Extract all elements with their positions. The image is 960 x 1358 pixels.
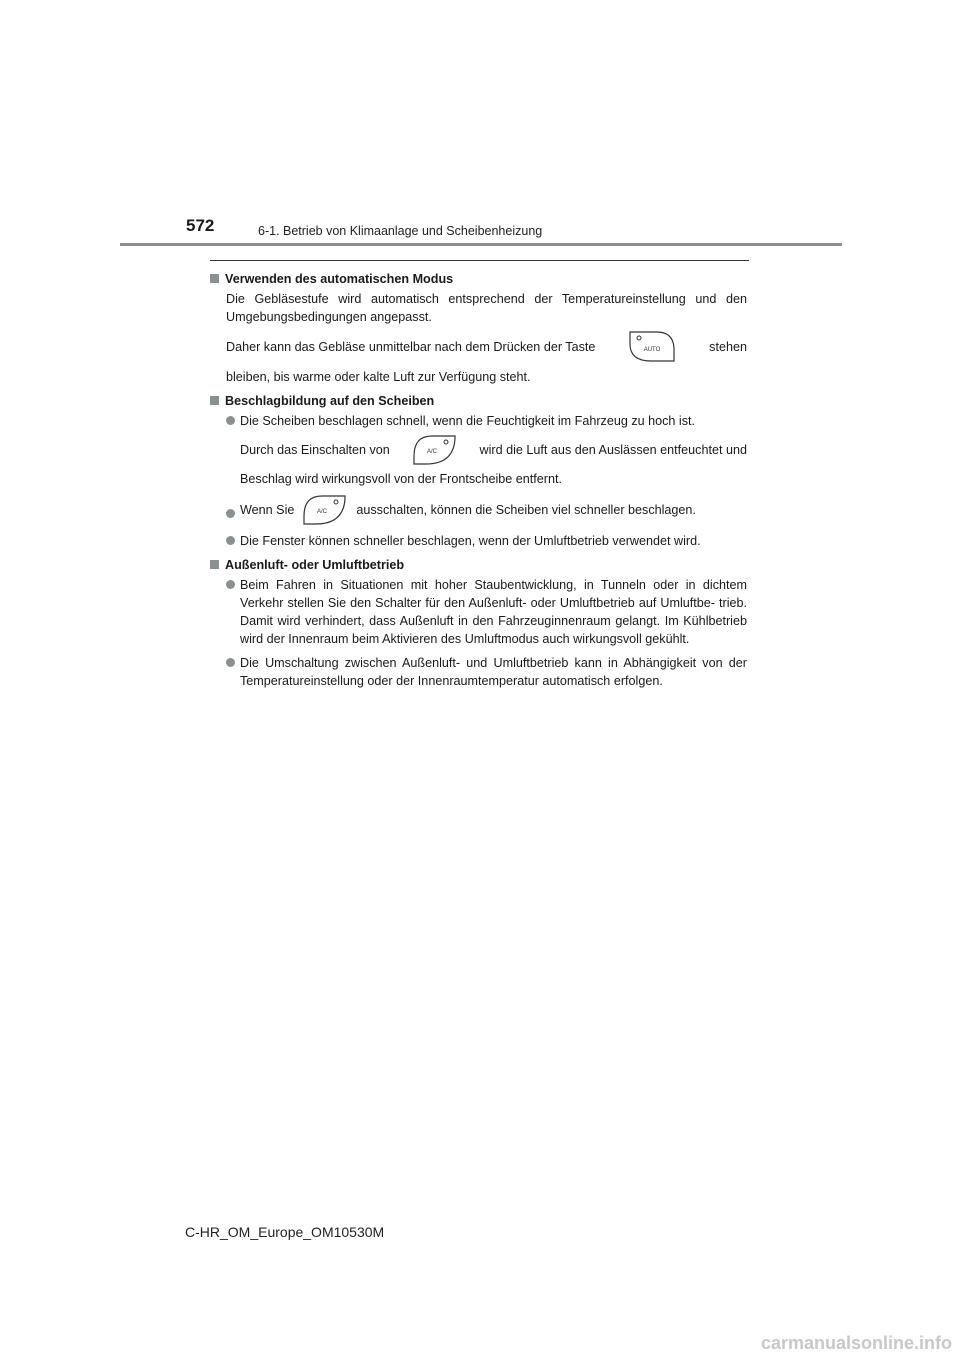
round-bullet-icon xyxy=(226,536,235,545)
fog-bullet-1 xyxy=(226,412,747,488)
round-bullet-icon xyxy=(226,580,235,589)
ac-button-icon xyxy=(302,494,348,526)
watermark-logo: carmanualsonline.info xyxy=(760,1333,952,1353)
content-rule xyxy=(210,260,749,261)
auto-button-label: AUTO xyxy=(644,347,661,353)
auto-para-2-before: Daher kann das Gebläse unmittelbar nach dem Drücken der Taste xyxy=(226,340,596,354)
heading-fogging-text: Beschlagbildung auf den Scheiben xyxy=(225,394,435,408)
square-bullet-icon xyxy=(210,560,219,569)
header-rule xyxy=(120,243,842,246)
round-bullet-icon xyxy=(226,658,235,667)
recirc-bullet-1 xyxy=(226,576,747,648)
heading-recirculation-text: Außenluft- oder Umluftbetrieb xyxy=(225,558,405,572)
recirc-bullet-2 xyxy=(226,654,747,690)
round-bullet-icon xyxy=(226,416,235,425)
fog-b1-line2 xyxy=(240,434,747,466)
section-title: 6-1. Betrieb von Klimaanlage und Scheibenheizung xyxy=(258,224,543,238)
recirc-b1-text: Beim Fahren in Situationen mit hoher Staubentwicklung, in Tunneln oder in dichtem Verkehr stellen Sie den Schalter für den Außenluft- oder Umluftbetrieb auf Umluftbe- trieb. Damit wird verhindert, dass Außenluft in den Fahrzeuginnenraum gelangt. Im Kühlbetrieb wird der Innenraum beim Aktivieren des Umluftmodus auch wirkungsvoll gekühlt. xyxy=(240,578,747,646)
heading-recirculation xyxy=(210,556,747,574)
auto-para-1: Die Gebläsestufe wird automatisch entsprechend der Temperatureinstellung und den Umgebungsbedingungen angepasst. xyxy=(226,292,747,324)
heading-auto-mode-text: Verwenden des automatischen Modus xyxy=(225,272,454,286)
square-bullet-icon xyxy=(210,274,219,283)
fog-bullet-3 xyxy=(226,532,747,550)
heading-auto-mode xyxy=(210,270,747,288)
fog-b3-text: Die Fenster können schneller beschlagen, wenn der Umluftbetrieb verwendet wird. xyxy=(240,534,701,548)
fog-b1-line1: Die Scheiben beschlagen schnell, wenn die Feuchtigkeit im Fahrzeug zu hoch ist. xyxy=(240,414,696,428)
fog-bullet-2 xyxy=(226,494,747,526)
page-number: 572 xyxy=(186,216,215,235)
fog-b1-end: Beschlag wird wirkungsvoll von der Frontscheibe entfernt. xyxy=(240,472,562,486)
fog-b2-after: ausschalten, können die Scheiben viel schneller beschlagen. xyxy=(356,503,696,517)
fog-b1-after: wird die Luft aus den Auslässen entfeuchtet und xyxy=(479,443,747,457)
auto-button-icon xyxy=(627,330,677,364)
heading-fogging xyxy=(210,392,747,410)
content-body xyxy=(210,270,747,696)
footer-doc-id: C-HR_OM_Europe_OM10530M xyxy=(185,1224,385,1240)
fog-b2-before: Wenn Sie xyxy=(240,503,295,517)
auto-para-2-after: stehen xyxy=(709,340,747,354)
ac-button-icon xyxy=(412,434,458,466)
auto-para-2-end: bleiben, bis warme oder kalte Luft zur Verfügung steht. xyxy=(226,370,531,384)
ac-button-label: A/C xyxy=(426,449,437,455)
fog-b1-before: Durch das Einschalten von xyxy=(240,443,390,457)
recirc-b2-text: Die Umschaltung zwischen Außenluft- und Umluftbetrieb kann in Abhängigkeit von der Temperatureinstellung oder der Innenraumtemperatur automatisch erfolgen. xyxy=(240,656,747,688)
auto-para-2-line xyxy=(226,330,747,364)
ac-button-label: A/C xyxy=(317,509,328,515)
square-bullet-icon xyxy=(210,396,219,405)
round-bullet-icon xyxy=(226,509,235,518)
